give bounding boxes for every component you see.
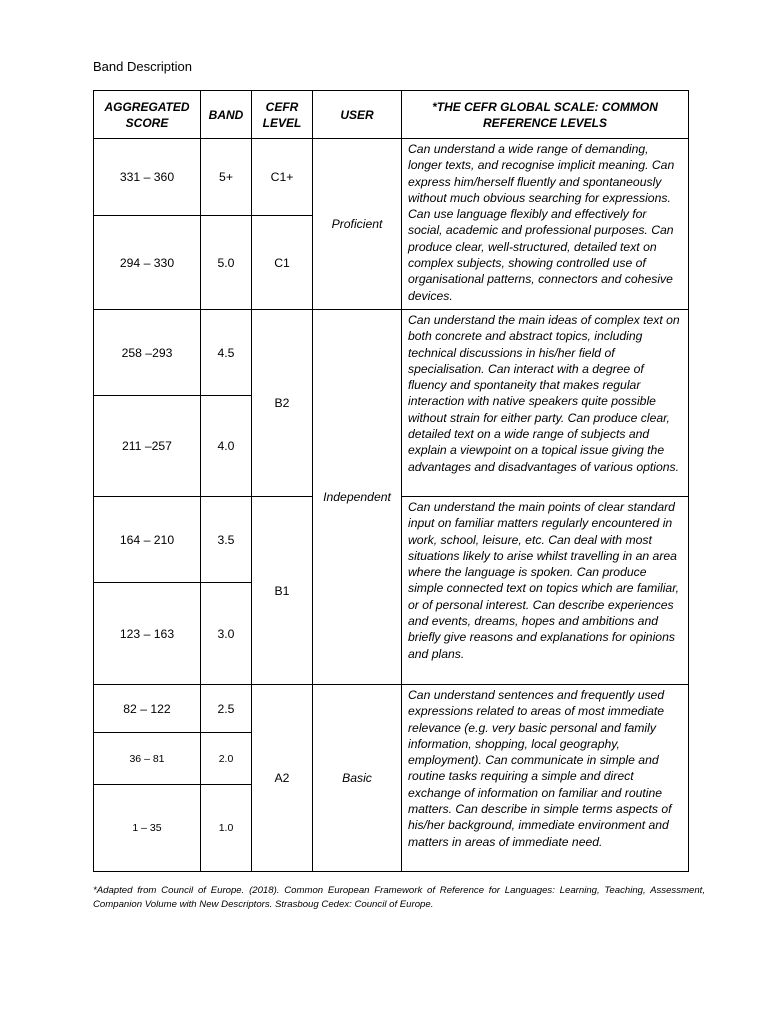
cefr-cell: A2 [252,685,313,872]
user-cell: Independent [313,310,402,685]
cefr-cell: C1 [252,216,313,310]
band-cell: 4.5 [201,310,252,396]
description-cell: Can understand the main ideas of complex text on both concrete and abstract topics, including technical discussions in his/her field of specialisation. Can interact with a degree of fluency and spontaneity that makes regular interaction with native speakers quite possible without strain for either party. Can produce clear, detailed text on a wide range of subjects and explain a viewpoint on a topical issue giving the advantages and disadvantages of various options. [402,310,689,497]
cefr-cell: B2 [252,310,313,497]
score-cell: 294 – 330 [94,216,201,310]
description-cell: Can understand a wide range of demanding, longer texts, and recognise implicit meaning. Can express him/herself fluently and spontaneously without much obvious searching for expressions. Can use language flexibly and effectively for social, academic and professional purposes. Can produce clear, well-structured, detailed text on complex subjects, showing controlled use of organisational patterns, connectors and cohesive devices. [402,139,689,310]
band-cell: 3.0 [201,583,252,685]
page-title: Band Description [93,59,192,74]
header-user: USER [313,91,402,139]
score-cell: 164 – 210 [94,497,201,583]
table-row [94,139,689,216]
score-cell: 331 – 360 [94,139,201,216]
band-cell: 1.0 [201,785,252,872]
score-cell: 82 – 122 [94,685,201,733]
band-cell: 2.0 [201,733,252,785]
header-cefr-level: CEFR LEVEL [252,91,313,139]
table-row [94,685,689,733]
score-cell: 123 – 163 [94,583,201,685]
table-row [94,310,689,396]
cefr-cell: C1+ [252,139,313,216]
score-cell: 36 – 81 [94,733,201,785]
score-cell: 211 –257 [94,396,201,497]
header-aggregated-score: AGGREGATED SCORE [94,91,201,139]
band-cell: 5+ [201,139,252,216]
header-global-scale: *THE CEFR GLOBAL SCALE: COMMON REFERENCE LEVELS [402,91,689,139]
footnote: *Adapted from Council of Europe. (2018). Common European Framework of Reference for Languages: Learning, Teaching, Assessment, Companion Volume with New Descriptors. Strasboug Cedex: Council of Europe. [93,885,705,910]
band-description-table [93,90,689,872]
user-cell: Basic [313,685,402,872]
score-cell: 258 –293 [94,310,201,396]
band-cell: 5.0 [201,216,252,310]
band-cell: 3.5 [201,497,252,583]
score-cell: 1 – 35 [94,785,201,872]
header-band: BAND [201,91,252,139]
cefr-cell: B1 [252,497,313,685]
band-cell: 4.0 [201,396,252,497]
description-cell: Can understand the main points of clear standard input on familiar matters regularly encountered in work, school, leisure, etc. Can deal with most situations likely to arise whilst travelling in an area where the language is spoken. Can produce simple connected text on topics which are familiar, or of personal interest. Can describe experiences and events, dreams, hopes and ambitions and briefly give reasons and explanations for opinions and plans. [402,497,689,685]
description-cell: Can understand sentences and frequently used expressions related to areas of most immediate relevance (e.g. very basic personal and family information, shopping, local geography, employment). Can communicate in simple and routine tasks requiring a simple and direct exchange of information on familiar and routine matters. Can describe in simple terms aspects of his/her background, immediate environment and matters in areas of immediate need. [402,685,689,872]
user-cell: Proficient [313,139,402,310]
band-cell: 2.5 [201,685,252,733]
table-header-row [94,91,689,139]
